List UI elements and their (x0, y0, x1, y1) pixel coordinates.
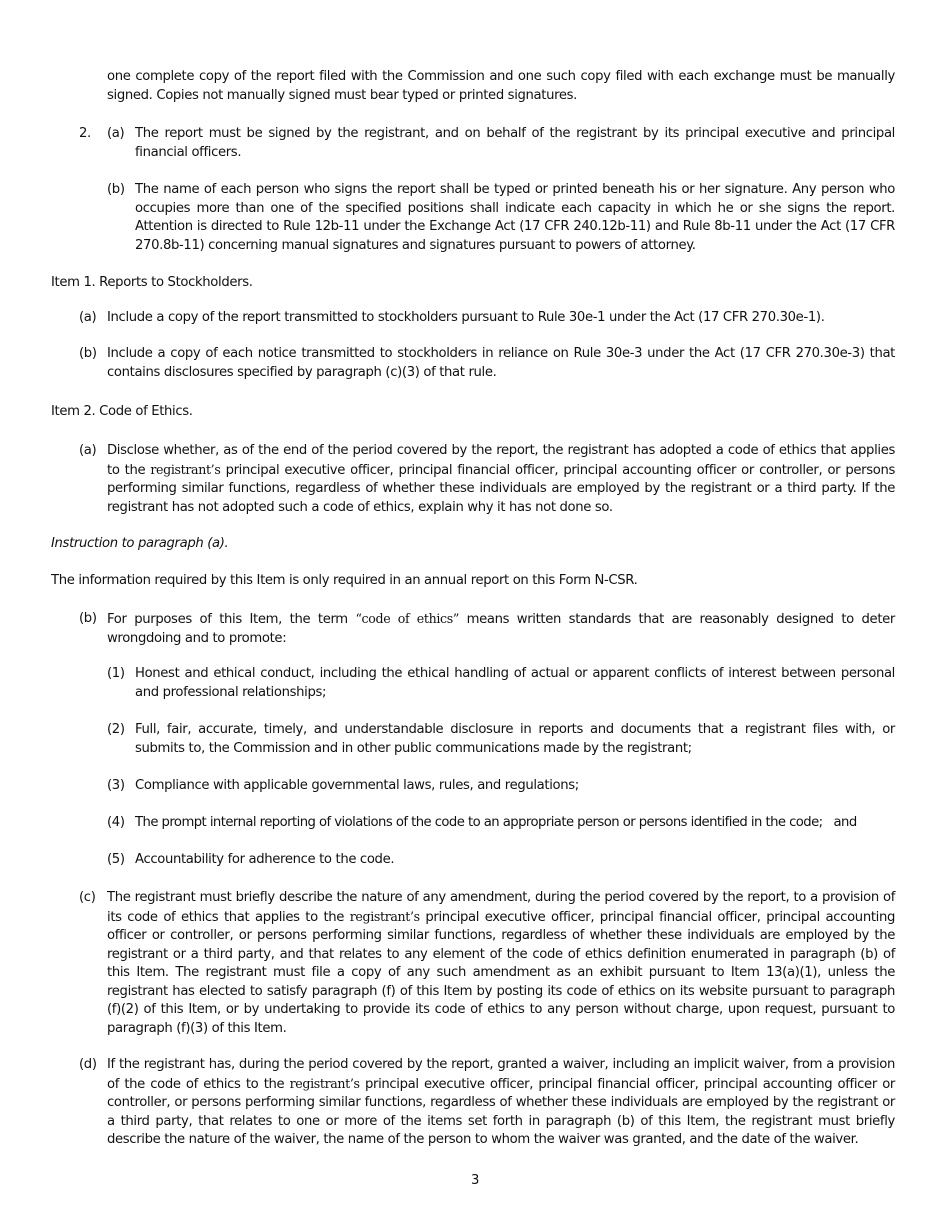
intro-paragraph: one complete copy of the report filed with the Commission and one such copy filed with each exchange must be manually signed. Copies not manually signed must bear typed or printed signatures. (107, 69, 895, 103)
item2-c-text: The registrant must briefly describe the nature of any amendment, during the period covered by the report, to a provision of its code of ethics that applies to the registrant’s principal executive officer, principal financial officer, principal accounting officer or controller, or persons performing similar functions, regardless of whether these individuals are employed by the registrant or a third party, and that relates to any element of the code of ethics definition enumerated in paragraph (b) of this Item. The registrant must file a copy of any such amendment as an exhibit pursuant to Item 13(a)(1), unless the registrant has elected to satisfy paragraph (f) of this Item by posting its code of ethics on its website pursuant to paragraph (f)(2) of this Item, or by undertaking to provide its code of ethics to any person without charge, upon request, pursuant to paragraph (f)(3) of this Item. (107, 890, 895, 1036)
item2-a-text: Disclose whether, as of the end of the period covered by the report, the registrant has adopted a code of ethics that applies to the registrant’s principal executive officer, principal financial officer, principal accounting officer or controller, or persons performing similar functions, regardless of whether these individuals are employed by the registrant or a third party. If the registrant has not adopted such a code of ethics, explain why it has not done so. (107, 443, 895, 515)
item1-b-label: (b) (79, 346, 97, 361)
item2-d-label: (d) (79, 1057, 97, 1072)
item2-b (79, 610, 895, 648)
item2-a-label: (a) (79, 443, 97, 458)
page-number: 3 (470, 1173, 480, 1188)
sig-item-a-text: The report must be signed by the registrant, and on behalf of the registrant by its principal executive and principal financial officers. (135, 126, 895, 160)
sig-item-b (107, 181, 895, 255)
item2-d-text: If the registrant has, during the period covered by the report, granted a waiver, including an implicit waiver, from a provision of the code of ethics to the registrant’s principal executive officer, principal financial officer, principal accounting officer or controller, or persons performing similar functions, regardless of whether these individuals are employed by the registrant or a third party, that relates to one or more of the items set forth in paragraph (b) of this Item, the registrant must briefly describe the nature of the waiver, the name of the person to whom the waiver was granted, and the date of the waiver. (107, 1057, 895, 1147)
item2-b-text: For purposes of this Item, the term “code of ethics” means written standards that are reasonably designed to deter wrongdoing and to promote: (107, 611, 895, 646)
instruction-text: The information required by this Item is only required in an annual report on this Form N-CSR. (51, 573, 638, 588)
item1-b-text: Include a copy of each notice transmitted to stockholders in reliance on Rule 30e-3 under the Act (17 CFR 270.30e-3) that contains disclosures specified by paragraph (c)(3) of that rule. (107, 346, 895, 380)
list-item: (3) Compliance with applicable governmental laws, rules, and regulations; (107, 778, 579, 793)
sig-item-a-label: (a) (107, 126, 125, 141)
item2-b-label: (b) (79, 611, 97, 626)
item2-c (79, 889, 895, 1038)
item1-a-label: (a) (79, 310, 97, 325)
list-item: (5) Accountability for adherence to the code. (107, 852, 395, 867)
sig-item-b-text: The name of each person who signs the report shall be typed or printed beneath his or her signature. Any person who occupies more than one of the specified positions shall indicate each capacity in which he or she signs the report. Attention is directed to Rule 12b-11 under the Exchange Act (17 CFR 240.12b-11) and Rule 8b-11 under the Act (17 CFR 270.8b-11) concerning manual signatures and signatures pursuant to powers of attorney. (135, 182, 895, 253)
list-item: (4) The prompt internal reporting of violations of the code to an appropriate person or persons identified in the code; and (107, 815, 857, 830)
sig-item-b-label: (b) (107, 182, 125, 197)
instruction-heading: Instruction to paragraph (a). (51, 536, 229, 551)
list-item: (1) Honest and ethical conduct, including the ethical handling of actual or apparent conflicts of interest between personal and professional relationships; (107, 666, 895, 700)
item1-heading: Item 1. Reports to Stockholders. (51, 275, 253, 290)
list-item: (2) Full, fair, accurate, timely, and understandable disclosure in reports and documents that a registrant files with, or submits to, the Commission and in other public communications made by the registrant; (107, 722, 895, 756)
item1-a (79, 309, 895, 328)
item1-b (79, 345, 895, 382)
item2-d (79, 1056, 895, 1150)
sig-item-a (107, 125, 895, 162)
sig-number: 2. (79, 126, 91, 141)
item1-a-text: Include a copy of the report transmitted to stockholders pursuant to Rule 30e-1 under the Act (17 CFR 270.30e-1). (107, 310, 825, 325)
item2-a (79, 442, 895, 517)
item2-c-label: (c) (79, 890, 96, 905)
item2-heading: Item 2. Code of Ethics. (51, 404, 193, 419)
